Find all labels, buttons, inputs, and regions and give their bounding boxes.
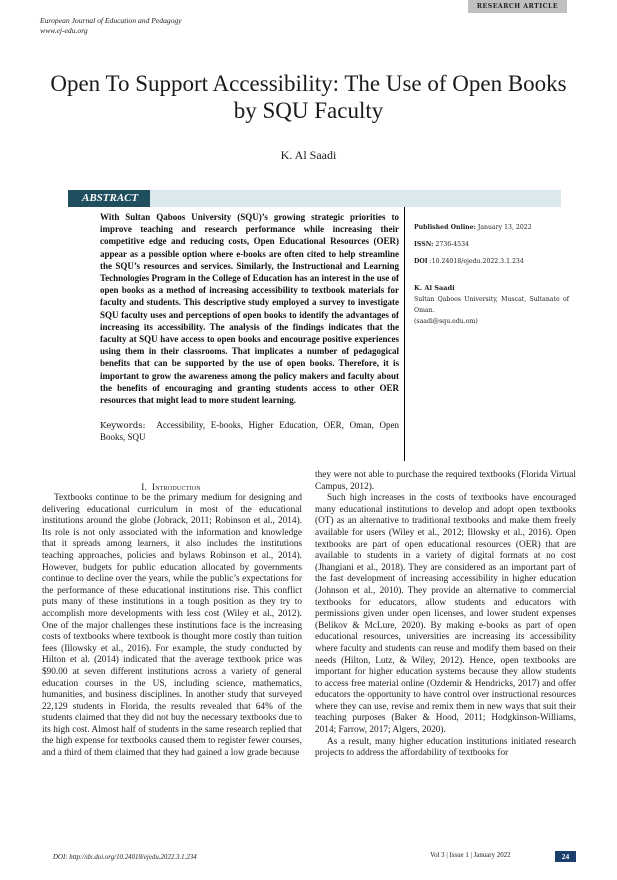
paragraph: Such high increases in the costs of textbooks have encouraged many educational institutions to develop and adopt open textbooks (OT) as an alternative to traditional textbooks and make them freely available for users (Wiley et al., 2012; Illowsky et al., 2016). Open textbooks are part of open educational resources (OER) that are available to students in a variety of digital formats at no cost (Jhangiani et al., 2018). They are considered as an important part of the fast development of increasing accessibility in higher education (Johnson et al., 2010). They provide an alternative to commercial textbooks for educators, allow students and educators with permissions given under open licenses, and lower student expenses (Belikov & McLure, 2020). By making e-books as part of open educational resources, universities are increasing its accessibility where faculty and students can reuse and modify them based on their needs (Hilton, Lutz, & Wiley, 2012). Hence, open textbooks are important for higher education systems because they allow students to access free material online (Ozdemir & Hendricks, 2017) and offer educators the opportunity to have control over instructional resources where they can use, revise and remix them in new ways that suit their teaching purposes (Baker & Hood, 2011; Hodgkinson-Williams, 2014; Farrow, 2017; Algers, 2020). [315,493,576,736]
affiliation-institution: Sultan Qaboos University, Muscat, Sultanate of Oman. [414,296,569,314]
section-heading-introduction [40,482,302,492]
body-column-left [42,493,302,760]
abstract-text: With Sultan Qaboos University (SQU)’s growing strategic priorities to improve teaching and research performance while increasing their competitive edge and reducing costs, Open Educational Resources (OER) appear as a possible option where e-books are often cited to help streamline the SQU’s resources and services. Similarly, the Instructional and Learning Technologies Program in the College of Education has an interest in the use of open books as a method of increasing accessibility to textbook materials for faculty and students. This descriptive study employed a survey to investigate SQU faculty uses and perceptions of open books to identify the advantages of increasing its accessibility. The analysis of the findings indicates that the faculty at SQU have access to open books and encourage positive experiences using them in their classrooms. That implicates a number of pedagogical benefits that can be supported by the use of open books. Therefore, it is important to grow the awareness among the policy makers and faculty about the benefits of encouraging and granting students access to other OER resources that might lead to more student learning. [100,212,399,406]
section-number: I. [141,482,147,492]
author-affiliation [414,283,569,327]
paper-author: K. Al Saadi [280,148,337,162]
author-email[interactable]: (saadi@squ.edu.om) [414,318,478,325]
article-type-badge: RESEARCH ARTICLE [468,0,567,13]
doi [414,258,584,275]
issn-label: ISSN: [414,241,434,248]
doi-label: DOI [414,258,428,265]
published-date [414,224,584,241]
issn [414,241,584,258]
body-column-right [315,470,576,760]
paragraph: As a result, many higher education institutions initiated research projects to address the affordability of textbooks for [315,736,576,759]
issn-value: 2736-4534 [435,241,469,248]
abstract-heading: ABSTRACT [68,190,150,207]
section-title: Introduction [151,482,201,492]
abstract-divider [404,207,405,461]
keywords-label: Keywords: [100,421,146,431]
footer-doi[interactable]: DOI: http://dx.doi.org/10.24018/ejedu.2022.3.1.234 [53,854,197,861]
paper-title: Open To Support Accessibility: The Use of Open Books by SQU Faculty [50,71,567,123]
paragraph: Textbooks continue to be the primary medium for designing and delivering educational curriculum in most of the educational institutions around the globe (Jobrack, 2011; Robinson et al., 2014). Its role is not only associated with the information and knowledge that it spreads among learners, it also includes the institutions teaching approaches, policies and bylaws Robinson et al., 2014). However, budgets for public education allocated by governments continue to decline over the years, while the public’s expectations for the performance of these educational institutions rise. This conflict puts many of these institutions in a tough position as they try to accomplish more developments with less cost (Wiley et al., 2012). One of the major challenges these institutions face is the increasing costs of textbooks where textbook is thought more costly than tuition fees (Illowsky et al., 2016). For example, the study conducted by Hilton et al. (2014) indicated that the average textbook price was $90.00 at seven different institutions across a variety of general education courses in the US, including science, mathematics, humanities, and business disciplines. In another study that surveyed 22,129 students in Florida, the results revealed that 64% of the students claimed that they did not buy the necessary textbooks due to its high cost. Almost half of students in the same research replied that the high expense for textbooks caused them to register fewer courses, and a third of them claimed that they had gained a low grade because [42,493,302,759]
keywords-list: Accessibility, E-books, Higher Education, OER, Oman, Open Books, SQU [100,420,399,442]
doi-value[interactable]: :10.24018/ejedu.2022.3.1.234 [429,258,524,265]
journal-header [40,16,182,36]
page-number: 24 [555,851,576,862]
published-value: January 13, 2022 [477,224,532,231]
publication-metadata [414,224,584,275]
journal-url[interactable]: www.ej-edu.org [40,26,88,35]
footer-volume-info: Vol 3 | Issue 1 | January 2022 [430,852,511,859]
affiliation-author-name: K. Al Saadi [414,284,455,292]
journal-name: European Journal of Education and Pedagogy [40,16,182,25]
published-label: Published Online: [414,224,476,231]
keywords [100,420,399,443]
paragraph-continuation: they were not able to purchase the required textbooks (Florida Virtual Campus, 2012). [315,470,576,492]
